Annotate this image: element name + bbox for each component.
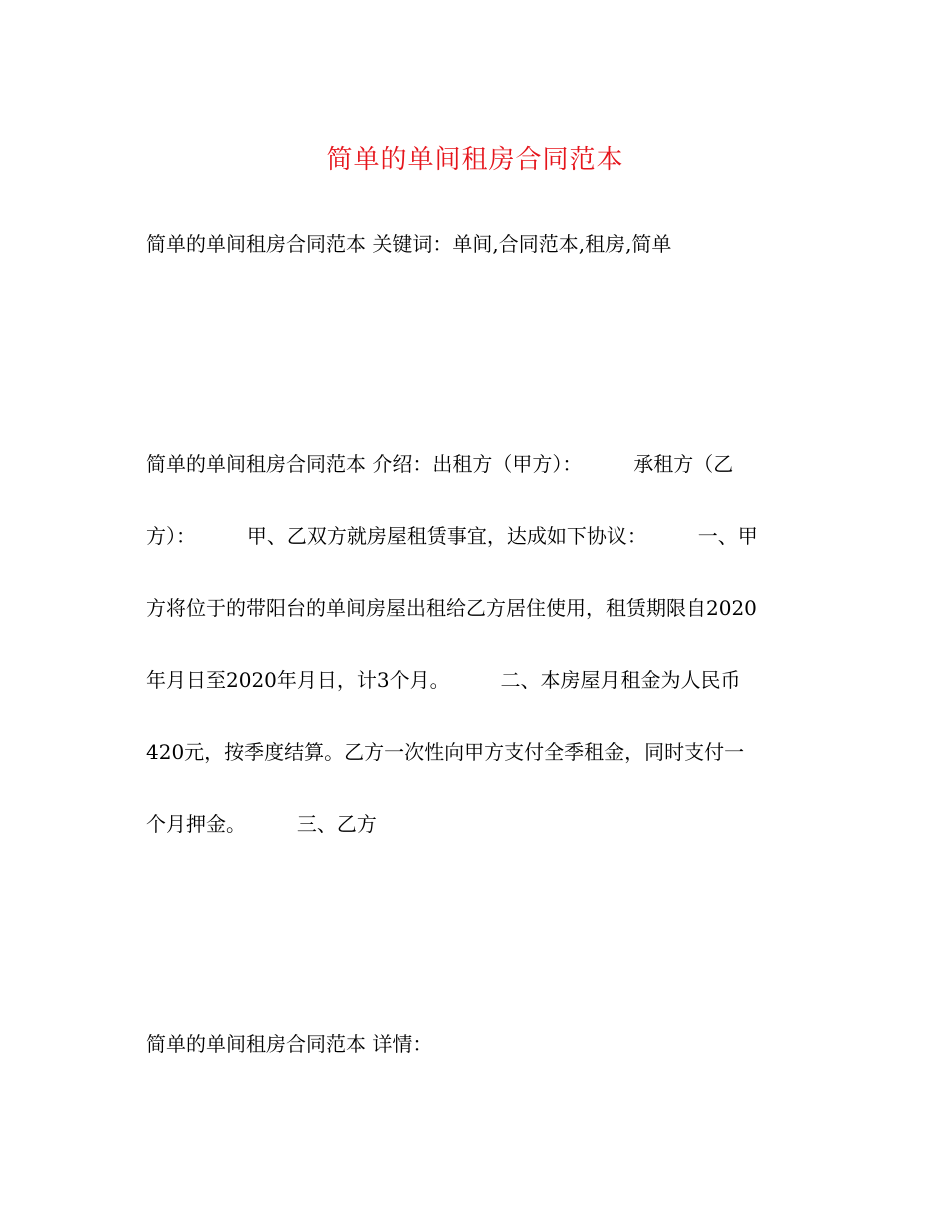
keywords-line: 简单的单间租房合同范本 关键词：单间,合同范本,租房,简单	[146, 232, 672, 256]
intro-line: 方将位于的带阳台的单间房屋出租给乙方居住使用，租赁期限自2020	[146, 596, 757, 620]
intro-line: 个月押金。 三、乙方	[146, 812, 377, 836]
intro-line: 420元，按季度结算。乙方一次性向甲方支付全季租金，同时支付一	[146, 740, 745, 764]
intro-paragraph	[146, 446, 806, 878]
intro-line: 方）： 甲、乙双方就房屋租赁事宜，达成如下协议： 一、甲	[146, 524, 758, 548]
details-heading: 简单的单间租房合同范本 详情：	[146, 1032, 433, 1056]
intro-line: 简单的单间租房合同范本 介绍：出租方（甲方）： 承租方（乙	[146, 452, 734, 476]
intro-line: 年月日至2020年月日，计3个月。 二、本房屋月租金为人民币	[146, 668, 741, 692]
document-title: 简单的单间租房合同范本	[326, 145, 624, 175]
